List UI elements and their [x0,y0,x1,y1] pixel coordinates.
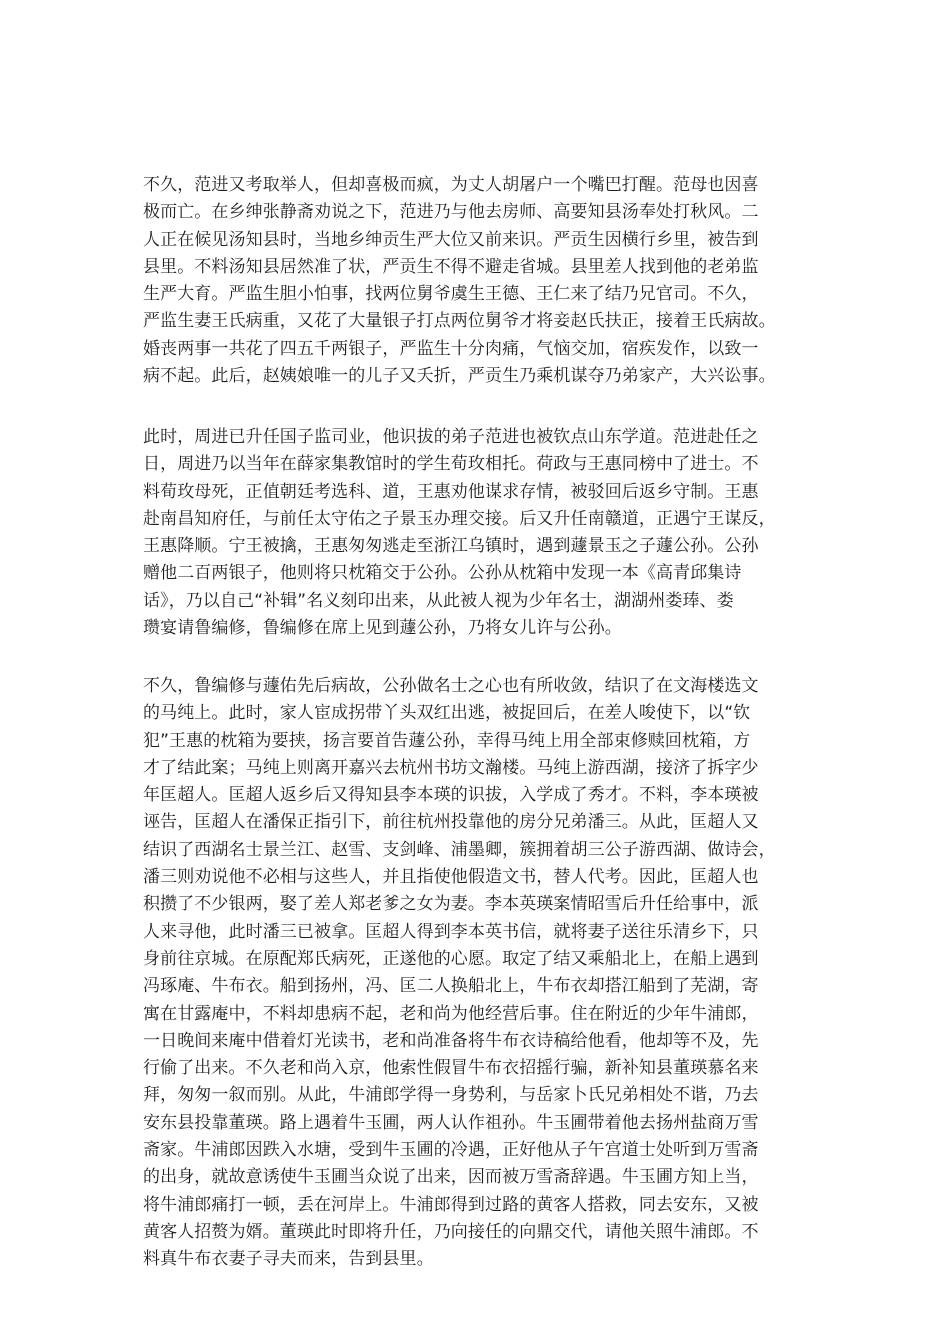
paragraph-2-line: 赠他二百两银子，他则将只枕箱交于公孙。公孙从枕箱中发现一本《高青邱集诗 [143,563,742,584]
paragraph-2-line: 日，周进乃以当年在薛家集教馆时的学生荀玫相托。荷政与王惠同榜中了进士。不 [143,454,759,475]
paragraph-1-line: 生严大育。严监生胆小怕事，找两位舅爷虞生王德、王仁来了结乃兄官司。不久， [143,284,759,305]
paragraph-3-line: 的马纯上。此时，家人宦成拐带丫头双红出逃，被捉回后，在差人唆使下，以“钦 [143,703,751,724]
paragraph-3-line: 斋家。牛浦郎因跌入水塘，受到牛玉圃的冷遇，正好他从子午宫道士处听到万雪斋 [143,1140,759,1161]
paragraph-1 [143,172,808,390]
paragraph-3-line: 行偷了出来。不久老和尚入京，他索性假冒牛布衣招摇行骗，新补知县董瑛慕名来 [143,1058,759,1079]
paragraph-3-line: 诬告，匡超人在潘保正指引下，前往杭州投靠他的房分兄弟潘三。从此，匡超人又 [143,812,759,833]
paragraph-3-line: 将牛浦郎痛打一顿，丢在河岸上。牛浦郎得到过路的黄客人搭救，同去安东，又被 [143,1194,759,1215]
paragraph-3-line: 冯琢庵、牛布衣。船到扬州，冯、匡二人换船北上，牛布衣却搭江船到了芜湖，寄 [143,976,759,997]
paragraph-2-line: 此时，周进已升任国子监司业，他识拔的弟子范进也被钦点山东学道。范进赴任之 [143,427,759,447]
paragraph-1-line: 人正在候见汤知县时，当地乡绅贡生严大位又前来识。严贡生因横行乡里，被告到 [143,229,759,250]
paragraph-3-line: 寓在甘露庵中，不料却患病不起，老和尚为他经营后事。住在附近的少年牛浦郎， [143,1003,759,1024]
paragraph-1-line: 婚丧两事一共花了四五千两银子，严监生十分肉痛，气恼交加，宿疾发作，以致一 [143,338,759,359]
paragraph-2-line: 话》，乃以自己“补辑”名义刻印出来，从此被人视为少年名士，湖湖州娄琫、娄 [143,590,734,611]
paragraph-3 [143,673,808,1274]
paragraph-3-line: 才了结此案；马纯上则离开嘉兴去杭州书坊文瀚楼。马纯上游西湖，接济了拆字少 [143,757,759,778]
paragraph-3-line: 拜，匆匆一叙而别。从此，牛浦郎学得一身势利，与岳家卜氏兄弟相处不谐，乃去 [143,1085,759,1106]
paragraph-2-line: 料荀玫母死，正值朝廷考选科、道，王惠劝他谋求存情，被驳回后返乡守制。王惠 [143,481,759,502]
paragraph-3-line: 料真牛布衣妻子寻夫而来，告到县里。 [143,1249,434,1270]
paragraph-3-line: 潘三则劝说他不必相与这些人，并且指使他假造文书，替人代考。因此，匡超人也 [143,867,759,888]
paragraph-2 [143,424,808,642]
paragraph-3-line: 黄客人招赘为婿。董瑛此时即将升任，乃向接任的向鼎交代，请他关照牛浦郎。不 [143,1221,759,1242]
paragraph-3-line: 安东县投靠董瑛。路上遇着牛玉圃，两人认作祖孙。牛玉圃带着他去扬州盐商万雪 [143,1112,759,1133]
paragraph-2-line: 瓒宴请鲁编修，鲁编修在席上见到蘧公孙，乃将女儿许与公孙。 [143,618,622,639]
paragraph-2-line: 王惠降顺。宁王被擒，王惠匆匆逃走至浙江乌镇时，遇到蘧景玉之子蘧公孙。公孙 [143,536,759,557]
paragraph-3-line: 人来寻他，此时潘三已被拿。匡超人得到李本英书信，就将妻子送往乐清乡下，只 [143,921,759,942]
paragraph-1-line: 极而亡。在乡绅张静斋劝说之下，范进乃与他去房师、高要知县汤奉处打秋风。二 [143,202,759,223]
paragraph-3-line: 年匡超人。匡超人返乡后又得知县李本瑛的识拔，入学成了秀才。不料，李本瑛被 [143,785,759,806]
paragraph-3-line: 积攒了不少银两，娶了差人郑老爹之女为妻。李本英瑛案情昭雪后升任给事中，派 [143,894,759,915]
paragraph-1-line: 病不起。此后，赵姨娘唯一的儿子又夭折，严贡生乃乘机谋夺乃弟家产，大兴讼事。 [143,366,776,387]
paragraph-1-line: 严监生妻王氏病重，又花了大量银子打点两位舅爷才将妾赵氏扶正，接着王氏病故。 [143,311,776,332]
paragraph-3-line: 身前往京城。在原配郑氏病死，正遂他的心愿。取定了结又乘船北上，在船上遇到 [143,948,759,969]
paragraph-3-line: 结识了西湖名士景兰江、赵雪、支剑峰、浦墨卿，簇拥着胡三公子游西湖、做诗会， [143,839,776,860]
paragraph-3-line: 不久，鲁编修与蘧佑先后病故，公孙做名士之心也有所收敛，结识了在文海楼选文 [143,676,759,696]
paragraph-3-line: 的出身，就故意诱使牛玉圃当众说了出来，因而被万雪斋辞遇。牛玉圃方知上当， [143,1167,759,1188]
paragraph-3-line: 一日晚间来庵中借着灯光读书，老和尚准备将牛布衣诗稿给他看，他却等不及，先 [143,1030,759,1051]
paragraph-3-line: 犯”王惠的枕箱为要挟，扬言要首告蘧公孙，幸得马纯上用全部束修赎回枕箱，方 [143,730,751,751]
paragraph-1-line: 不久，范进又考取举人，但却喜极而疯，为丈人胡屠户一个嘴巴打醒。范母也因喜 [143,175,759,195]
paragraph-1-line: 县里。不料汤知县居然准了状，严贡生不得不避走省城。县里差人找到他的老弟监 [143,256,759,277]
paragraph-2-line: 赴南昌知府任，与前任太守佑之子景玉办理交接。后又升任南赣道，正遇宁王谋反， [143,508,776,529]
